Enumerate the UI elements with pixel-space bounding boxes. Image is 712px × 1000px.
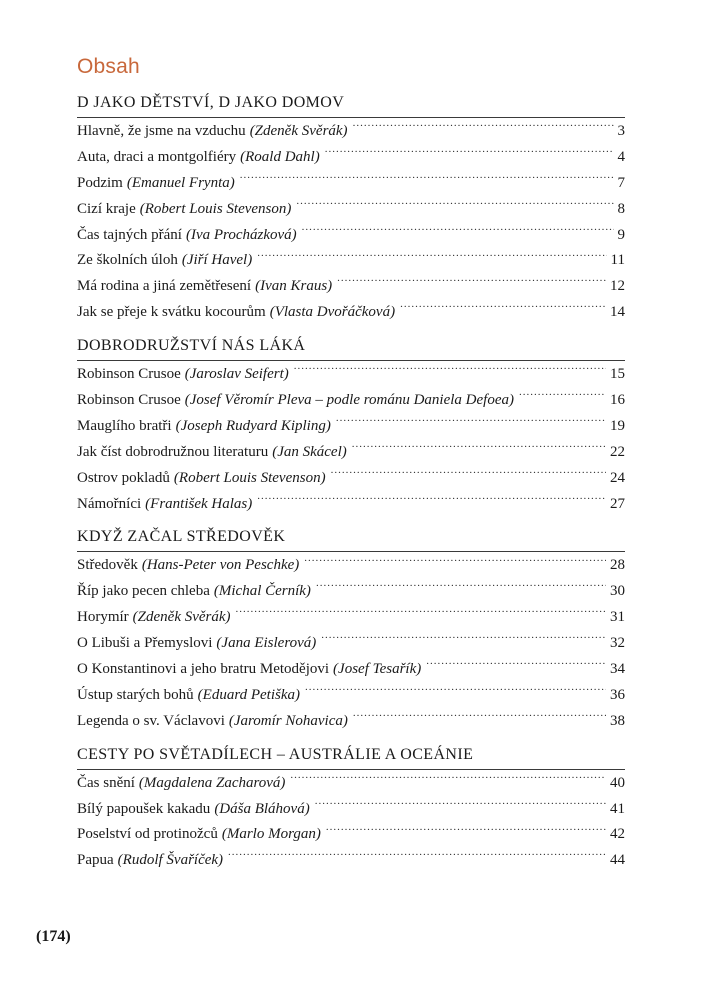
entry-author: (Vlasta Dvořáčková) <box>269 304 396 321</box>
toc-section <box>77 745 625 875</box>
toc-entry <box>77 683 625 709</box>
entry-title: Robinson Crusoe <box>77 392 181 409</box>
entry-title: Mauglího bratři <box>77 417 172 434</box>
entry-page: 30 <box>610 583 625 600</box>
section-divider <box>77 551 625 552</box>
entry-page: 8 <box>617 200 625 217</box>
toc-entry <box>77 223 625 249</box>
entry-title: Papua <box>77 852 114 869</box>
dot-leader <box>353 710 606 725</box>
toc-entry <box>77 414 625 440</box>
dot-leader <box>400 301 606 316</box>
entry-author: (Dáša Bláhová) <box>214 800 310 817</box>
toc-entry <box>77 466 625 492</box>
entry-title: O Konstantinovi a jeho bratru Metodějovi <box>77 661 330 678</box>
dot-leader <box>321 632 606 647</box>
page-number: (174) <box>36 928 71 945</box>
entry-title: Říp jako pecen chleba <box>77 583 210 600</box>
dot-leader <box>426 658 606 673</box>
toc-entry <box>77 771 625 797</box>
entry-page: 31 <box>610 609 625 626</box>
dot-leader <box>305 684 606 699</box>
entry-author: (Hans-Peter von Peschke) <box>141 557 300 574</box>
entry-page: 11 <box>610 252 625 269</box>
dot-leader <box>315 798 606 813</box>
entry-author: (Jana Eislerová) <box>216 635 317 652</box>
entry-page: 36 <box>610 686 625 703</box>
entry-title: Středověk <box>77 557 138 574</box>
toc-entry <box>77 553 625 579</box>
toc-entry <box>77 388 625 414</box>
dot-leader <box>236 606 606 621</box>
dot-leader <box>352 441 606 456</box>
entry-title: O Libuši a Přemyslovi <box>77 635 213 652</box>
toc-entry <box>77 119 625 145</box>
entry-author: (Jaromír Nohavica) <box>228 712 348 729</box>
entry-author: (Emanuel Frynta) <box>126 174 235 191</box>
entry-page: 3 <box>617 123 625 139</box>
dot-leader <box>296 198 613 213</box>
dot-leader <box>353 120 614 135</box>
entry-author: (Ivan Kraus) <box>255 278 333 295</box>
entry-author: (Zdeněk Svěrák) <box>249 123 348 139</box>
section-divider <box>77 360 625 361</box>
table-of-contents <box>77 93 625 884</box>
entry-title: Hlavně, že jsme na vzduchu <box>77 123 246 139</box>
entry-author: (Marlo Morgan) <box>221 826 321 843</box>
entry-page: 40 <box>610 774 625 791</box>
dot-leader <box>240 172 614 187</box>
entry-page: 12 <box>610 278 625 295</box>
entry-title: Jak číst dobrodružnou literaturu <box>77 443 269 460</box>
toc-section <box>77 336 625 517</box>
section-heading: CESTY PO SVĚTADÍLECH – AUSTRÁLIE A OCEÁNIE <box>77 745 474 763</box>
toc-entry <box>77 440 625 466</box>
toc-entry <box>77 797 625 823</box>
entry-author: (Jiří Havel) <box>181 252 253 269</box>
entry-page: 27 <box>610 495 625 512</box>
dot-leader <box>228 849 606 864</box>
dot-leader <box>316 580 606 595</box>
entry-title: Poselství od protinožců <box>77 826 218 843</box>
toc-entry <box>77 631 625 657</box>
dot-leader <box>304 554 606 569</box>
toc-entry <box>77 171 625 197</box>
entry-author: (Josef Věromír Pleva – podle románu Daniela Defoea) <box>184 392 514 409</box>
entry-author: (Zdeněk Svěrák) <box>132 609 231 626</box>
entry-author: (Eduard Petiška) <box>197 686 300 703</box>
dot-leader <box>257 249 606 264</box>
toc-section <box>77 527 625 734</box>
entry-page: 4 <box>617 148 625 165</box>
entry-page: 19 <box>610 417 625 434</box>
dot-leader <box>336 415 606 430</box>
entry-author: (Robert Louis Stevenson) <box>173 469 326 486</box>
entry-author: (Jan Skácel) <box>272 443 347 460</box>
entry-author: (Iva Procházková) <box>185 226 297 243</box>
entry-author: (Josef Tesařík) <box>333 661 422 678</box>
entry-title: Ostrov pokladů <box>77 469 170 486</box>
entry-title: Cizí kraje <box>77 200 136 217</box>
entry-page: 28 <box>610 557 625 574</box>
dot-leader <box>331 467 606 482</box>
entry-author: (Rudolf Švaříček) <box>117 852 224 869</box>
entry-page: 32 <box>610 635 625 652</box>
toc-entry <box>77 197 625 223</box>
dot-leader <box>325 146 614 161</box>
entry-page: 15 <box>610 366 625 383</box>
entry-author: (Roald Dahl) <box>240 148 320 165</box>
toc-entry <box>77 709 625 735</box>
entry-page: 38 <box>610 712 625 729</box>
dot-leader <box>326 823 606 838</box>
toc-entry <box>77 579 625 605</box>
toc-section <box>77 93 625 326</box>
entry-title: Auta, draci a montgolfiéry <box>77 148 237 165</box>
entry-author: (Magdalena Zacharová) <box>138 774 286 791</box>
section-heading: KDYŽ ZAČAL STŘEDOVĚK <box>77 528 286 546</box>
entry-page: 22 <box>610 443 625 460</box>
entry-title: Má rodina a jiná zemětřesení <box>77 278 252 295</box>
entry-author: (František Halas) <box>145 495 253 512</box>
entry-title: Jak se přeje k svátku kocourům <box>77 304 266 321</box>
toc-entry <box>77 145 625 171</box>
entry-title: Horymír <box>77 609 129 626</box>
entry-page: 9 <box>617 226 625 243</box>
toc-entry <box>77 822 625 848</box>
dot-leader <box>337 275 606 290</box>
dot-leader <box>290 772 606 787</box>
entry-page: 16 <box>610 392 625 409</box>
page-title: Obsah <box>77 55 140 78</box>
dot-leader <box>257 493 606 508</box>
entry-page: 44 <box>610 852 625 869</box>
toc-entry <box>77 657 625 683</box>
entry-author: (Michal Černík) <box>213 583 311 600</box>
section-divider <box>77 769 625 770</box>
entry-page: 24 <box>610 469 625 486</box>
entry-page: 7 <box>617 174 625 191</box>
dot-leader <box>302 224 614 239</box>
dot-leader <box>519 389 606 404</box>
entry-page: 41 <box>610 800 625 817</box>
entry-title: Bílý papoušek kakadu <box>77 800 211 817</box>
entry-title: Čas tajných přání <box>77 226 182 243</box>
entry-page: 34 <box>610 661 625 678</box>
entry-title: Ze školních úloh <box>77 252 178 269</box>
dot-leader <box>294 363 606 378</box>
entry-page: 14 <box>610 304 625 321</box>
entry-title: Čas snění <box>77 774 135 791</box>
entry-author: (Robert Louis Stevenson) <box>139 200 292 217</box>
toc-entry <box>77 605 625 631</box>
toc-entry <box>77 248 625 274</box>
toc-entry <box>77 492 625 518</box>
entry-title: Podzim <box>77 174 123 191</box>
toc-entry <box>77 274 625 300</box>
entry-page: 42 <box>610 826 625 843</box>
entry-author: (Joseph Rudyard Kipling) <box>175 417 331 434</box>
toc-entry <box>77 300 625 326</box>
entry-title: Legenda o sv. Václavovi <box>77 712 225 729</box>
toc-entry <box>77 362 625 388</box>
section-divider <box>77 117 625 118</box>
entry-title: Námořníci <box>77 495 142 512</box>
section-heading: DOBRODRUŽSTVÍ NÁS LÁKÁ <box>77 337 306 355</box>
entry-title: Ústup starých bohů <box>77 686 194 703</box>
toc-entry <box>77 848 625 874</box>
section-heading: D JAKO DĚTSTVÍ, D JAKO DOMOV <box>77 94 345 111</box>
entry-author: (Jaroslav Seifert) <box>184 366 289 383</box>
entry-title: Robinson Crusoe <box>77 366 181 383</box>
